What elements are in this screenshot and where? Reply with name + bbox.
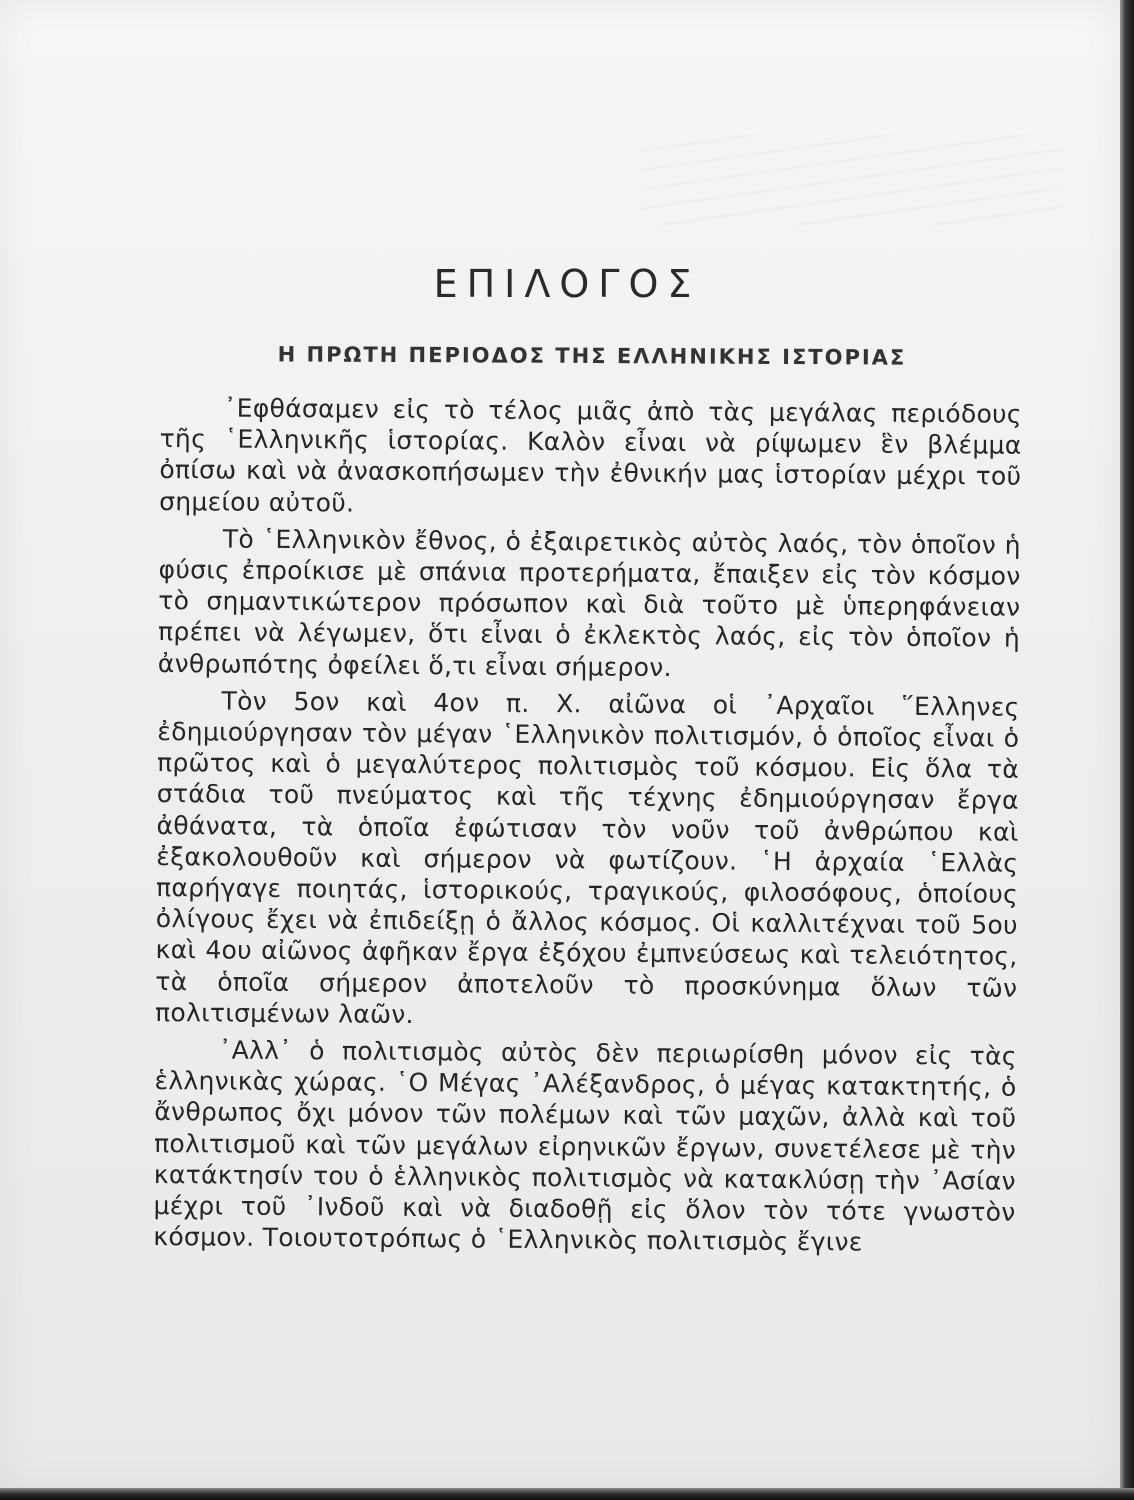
paragraph-2: Τὸ ῾Ελληνικὸν ἔθνος, ὁ ἐξαιρετικὸς αὐτὸς λαός, τὸν ὁποῖον ἡ φύσις ἐπροίκισε μὲ σπάνια προτερήματα, ἔπαιξεν εἰς τὸν κόσμον τὸ σημαντικώτερον πρόσωπον καὶ διὰ τοῦτο μὲ ὑπερηφάνειαν πρέπει νὰ λέγωμεν, ὅτι εἶναι ὁ ἐκλεκτὸς λαός, εἰς τὸν ὁποῖον ἡ ἀνθρωπότης ὀφείλει ὅ,τι εἶναι σήμερον.	[157, 524, 1021, 682]
body-text	[153, 392, 1022, 1265]
scan-bottom-edge	[0, 1488, 1134, 1500]
bleed-through-shadow	[640, 135, 1060, 225]
section-subtitle: Η ΠΡΩΤΗ ΠΕΡΙΟΔΟΣ ΤΗΣ ΕΛΛΗΝΙΚΗΣ ΙΣΤΟΡΙΑΣ	[277, 342, 907, 370]
paragraph-1: ᾿Εφθάσαμεν εἰς τὸ τέλος μιᾶς ἀπὸ τὰς μεγάλας περιόδους τῆς ῾Ελληνικῆς ἱστορίας. Καλὸν εἶναι νὰ ρίψωμεν ἓν βλέμμα ὀπίσω καὶ νὰ ἀνασκοπήσωμεν τὴν ἐθνικήν μας ἱστορίαν μέχρι τοῦ σημείου αὐτοῦ.	[159, 393, 1022, 518]
paragraph-3: Τὸν 5ον καὶ 4ον π. Χ. αἰῶνα οἱ ᾿Αρχαῖοι ῞Ελληνες ἐδημιούργησαν τὸν μέγαν ῾Ελληνικὸν πολιτισμόν, ὁ ὁποῖος εἶναι ὁ πρῶτος καὶ ὁ μεγαλύτερος πολιτισμὸς τοῦ κόσμου. Εἰς ὅλα τὰ στάδια τοῦ πνεύματος καὶ τῆς τέχνης ἐδημιούργησαν ἔργα ἀθάνατα, τὰ ὁποῖα ἐφώτισαν τὸν νοῦν τοῦ ἀνθρώπου καὶ ἐξακολουθοῦν καὶ σήμερον νὰ φωτίζουν. ῾Η ἀρχαία ῾Ελλὰς παρήγαγε ποιητάς, ἱστορικούς, τραγικούς, φιλοσόφους, ὁποίους ὀλίγους ἔχει νὰ ἐπιδείξῃ ὁ ἄλλος κόσμος. Οἱ καλλιτέχναι τοῦ 5ου καὶ 4ου αἰῶνος ἀφῆκαν ἔργα ἐξόχου ἐμπνεύσεως καὶ τελειότητος, τὰ ὁποῖα σήμερον ἀποτελοῦν τὸ προσκύνημα ὅλων τῶν πολιτισμένων λαῶν.	[155, 686, 1020, 1029]
scan-right-edge	[1120, 0, 1134, 1500]
paragraph-4: ᾿Αλλ᾿ ὁ πολιτισμὸς αὐτὸς δὲν περιωρίσθη μόνον εἰς τὰς ἑλληνικὰς χώρας. ῾Ο Μέγας ᾿Αλέξανδρος, ὁ μέγας κατακτητής, ὁ ἄνθρωπος ὄχι μόνον τῶν πολέμων καὶ τῶν μαχῶν, ἀλλὰ καὶ τοῦ πολιτισμοῦ καὶ τῶν μεγάλων εἰρηνικῶν ἔργων, συνετέλεσε μὲ τὴν κατάκτησίν του ὁ ἑλληνικὸς πολιτισμὸς νὰ κατακλύσῃ τὴν ᾿Ασίαν μέχρι τοῦ ᾿Ινδοῦ καὶ νὰ διαδοθῇ εἰς ὅλον τὸν τότε γνωστὸν κόσμον. Τοιουτοτρόπως ὁ ῾Ελληνικὸς πολιτισμὸς ἔγινε	[153, 1035, 1017, 1257]
page-title: ΕΠΙΛΟΓΟΣ	[433, 262, 701, 306]
